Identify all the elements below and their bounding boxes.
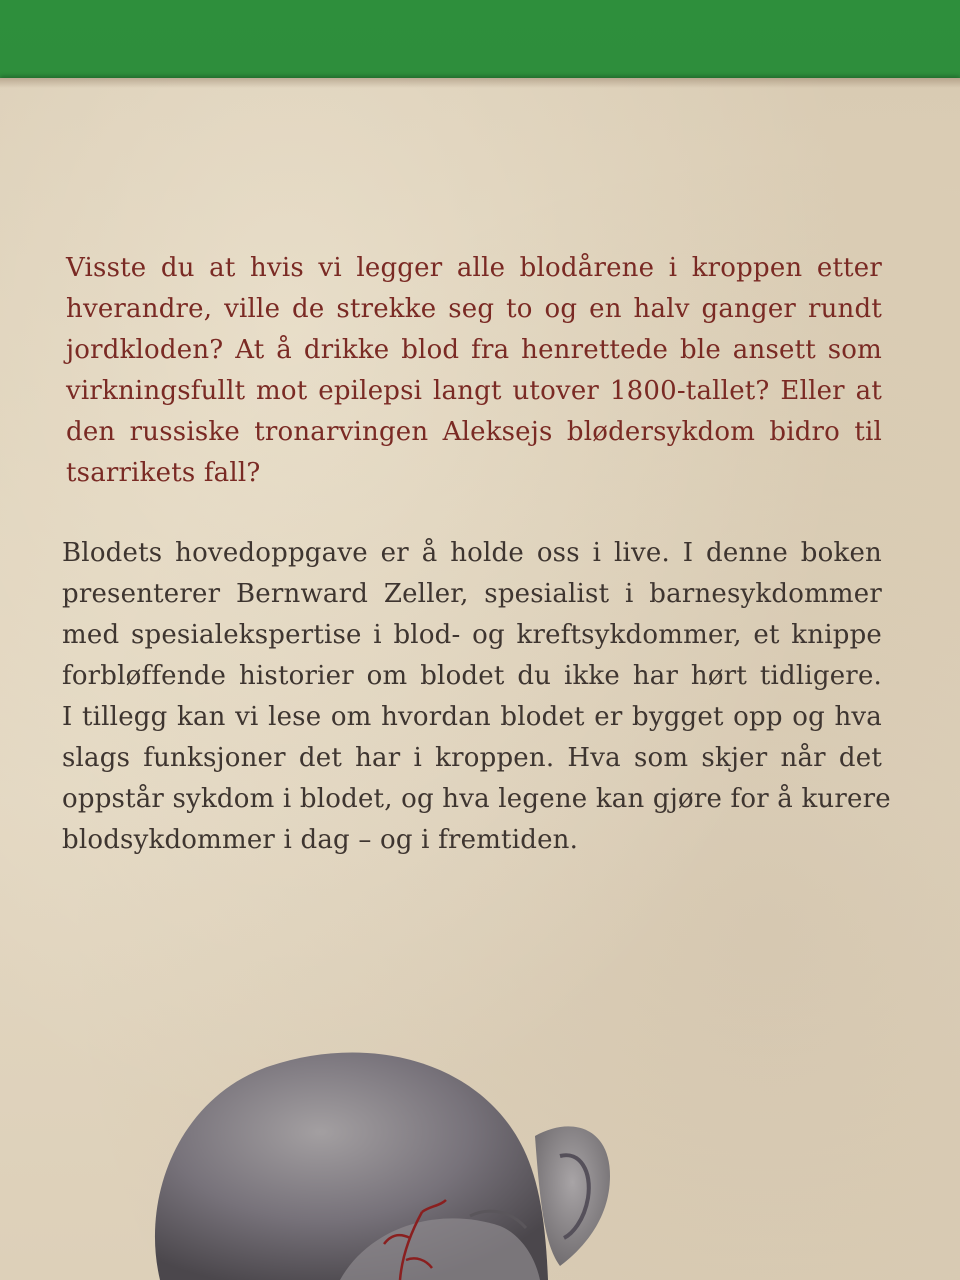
anatomical-head-illustration <box>140 976 760 1280</box>
blurb-paragraph-2 <box>62 533 891 861</box>
ear-shape <box>535 1126 610 1266</box>
blurb-paragraph-1 <box>66 248 882 494</box>
blurb-line: virkningsfullt mot epilepsi langt utover 1800-tallet? Eller at <box>66 376 882 406</box>
blurb-line: med spesialekspertise i blod- og kreftsykdommer, et knippe <box>62 620 882 650</box>
blurb-line: oppstår sykdom i blodet, og hva legene kan gjøre for å kurere <box>62 784 891 814</box>
blurb-line: tsarrikets fall? <box>66 458 261 488</box>
blurb-line: Visste du at hvis vi legger alle blodårene i kroppen etter <box>66 253 882 283</box>
blurb-line: blodsykdommer i dag – og i fremtiden. <box>62 825 579 855</box>
blurb-line: den russiske tronarvingen Aleksejs blødersykdom bidro til <box>66 417 882 447</box>
blurb-line: slags funksjoner det har i kroppen. Hva som skjer når det <box>62 743 882 773</box>
blurb-line: presenterer Bernward Zeller, spesialist i barnesykdommer <box>62 579 882 609</box>
book-back-cover <box>0 78 960 1280</box>
blurb-line: I tillegg kan vi lese om hvordan blodet er bygget opp og hva <box>62 702 882 732</box>
blurb-line: Blodets hovedoppgave er å holde oss i live. I denne boken <box>62 538 882 568</box>
blurb-line: jordkloden? At å drikke blod fra henrettede ble ansett som <box>66 335 882 365</box>
blurb-line: forbløffende historier om blodet du ikke har hørt tidligere. <box>62 661 882 691</box>
blurb-line: hverandre, ville de strekke seg to og en halv ganger rundt <box>66 294 882 324</box>
